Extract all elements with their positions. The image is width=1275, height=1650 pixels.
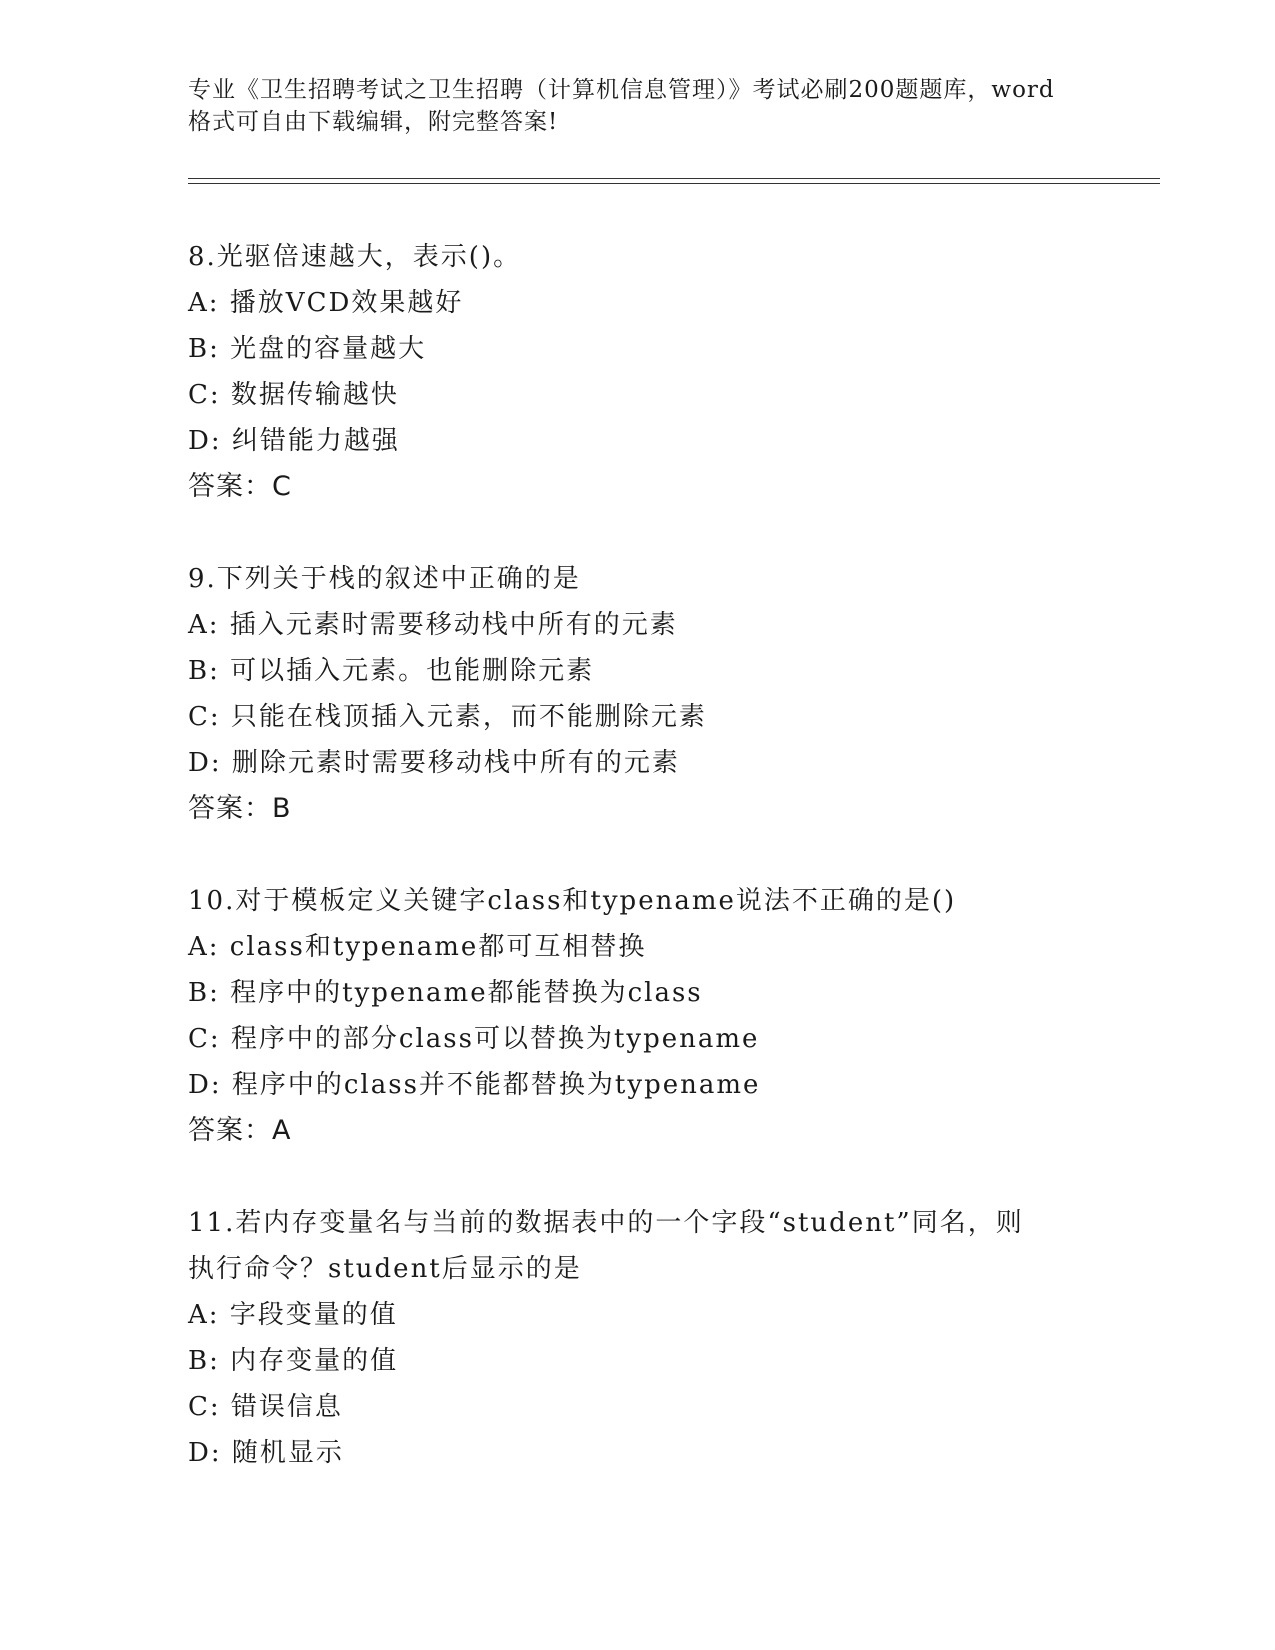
header-title-line-1: 专业《卫生招聘考试之卫生招聘（计算机信息管理）》考试必刷200题题库，word	[188, 77, 1055, 103]
question-11	[188, 1200, 1088, 1476]
option-c: C: 只能在栈顶插入元素，而不能删除元素	[188, 702, 707, 732]
option-d: D: 程序中的class并不能都替换为typename	[188, 1070, 761, 1100]
header-divider-bottom	[188, 183, 1160, 184]
option-b: B: 程序中的typename都能替换为class	[188, 978, 703, 1008]
option-d: D: 纠错能力越强	[188, 426, 400, 456]
question-stem-line-2: 执行命令？student后显示的是	[188, 1254, 582, 1284]
option-d: D: 删除元素时需要移动栈中所有的元素	[188, 748, 680, 778]
option-b: B: 内存变量的值	[188, 1346, 399, 1376]
header-divider-top	[188, 178, 1160, 179]
option-a: A: class和typename都可互相替换	[188, 932, 647, 962]
question-stem-line-1: 11.若内存变量名与当前的数据表中的一个字段“student”同名，则	[188, 1208, 1024, 1238]
answer-line: 答案：A	[188, 1115, 292, 1146]
question-10	[188, 878, 1088, 1154]
option-a: A: 插入元素时需要移动栈中所有的元素	[188, 610, 678, 640]
question-stem: 10.对于模板定义关键字class和typename说法不正确的是()	[188, 886, 957, 916]
option-b: B: 光盘的容量越大	[188, 334, 427, 364]
question-stem: 9.下列关于栈的叙述中正确的是	[188, 564, 581, 594]
option-c: C: 数据传输越快	[188, 380, 399, 410]
answer-line: 答案：B	[188, 793, 292, 824]
answer-line: 答案：C	[188, 471, 292, 502]
option-c: C: 错误信息	[188, 1392, 343, 1422]
header-title-line-2: 格式可自由下载编辑，附完整答案!	[188, 109, 559, 135]
document-header	[188, 74, 1088, 138]
option-d: D: 随机显示	[188, 1438, 344, 1468]
option-a: A: 播放VCD效果越好	[188, 288, 464, 318]
option-c: C: 程序中的部分class可以替换为typename	[188, 1024, 760, 1054]
question-8	[188, 234, 1088, 510]
question-9	[188, 556, 1088, 832]
question-stem: 8.光驱倍速越大，表示()。	[188, 242, 522, 272]
option-b: B: 可以插入元素。也能删除元素	[188, 656, 595, 686]
option-a: A: 字段变量的值	[188, 1300, 398, 1330]
